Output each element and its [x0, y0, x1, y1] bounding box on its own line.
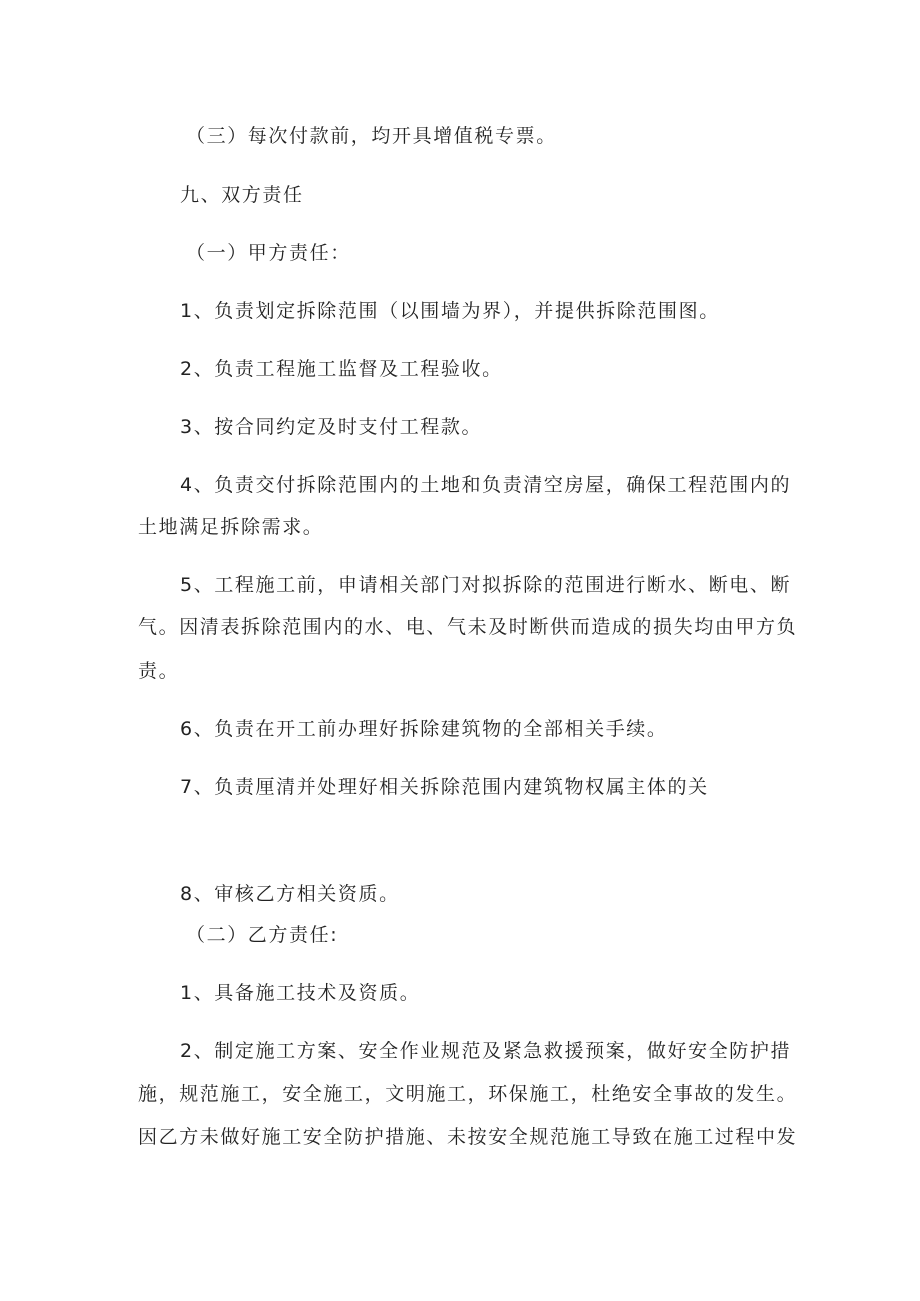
party-b-item-2-line-2: 施，规范施工，安全施工，文明施工，环保施工，杜绝安全事故的发生。: [138, 1083, 798, 1105]
party-a-item-4-line-1: 4、负责交付拆除范围内的土地和负责清空房屋，确保工程范围内的: [180, 474, 792, 496]
party-a-item-5-line-1: 5、工程施工前，申请相关部门对拟拆除的范围进行断水、断电、断: [180, 574, 792, 596]
party-a-item-3: 3、按合同约定及时支付工程款。: [180, 416, 483, 438]
party-a-item-7: 7、负责厘清并处理好相关拆除范围内建筑物权属主体的关: [180, 776, 709, 798]
party-a-item-2: 2、负责工程施工监督及工程验收。: [180, 358, 503, 380]
party-a-item-5-line-2: 气。因清表拆除范围内的水、电、气未及时断供而造成的损失均由甲方负: [138, 616, 798, 638]
payment-clause-3: （三）每次付款前，均开具增值税专票。: [186, 125, 557, 147]
party-a-item-8: 8、审核乙方相关资质。: [180, 883, 400, 905]
party-b-item-1: 1、具备施工技术及资质。: [180, 982, 421, 1004]
party-a-item-5-line-3: 责。: [138, 660, 180, 682]
party-a-item-4-line-2: 土地满足拆除需求。: [138, 516, 324, 538]
party-b-item-2-line-1: 2、制定施工方案、安全作业规范及紧急救援预案，做好安全防护措: [180, 1040, 792, 1062]
party-b-item-2-line-3: 因乙方未做好施工安全防护措施、未按安全规范施工导致在施工过程中发: [138, 1126, 798, 1148]
party-b-heading: （二）乙方责任:: [186, 924, 339, 946]
section-heading: 九、双方责任: [180, 184, 304, 206]
party-a-heading: （一）甲方责任：: [186, 242, 351, 264]
party-a-item-6: 6、负责在开工前办理好拆除建筑物的全部相关手续。: [180, 718, 668, 740]
party-a-item-1: 1、负责划定拆除范围（以围墙为界），并提供拆除范围图。: [180, 300, 720, 322]
